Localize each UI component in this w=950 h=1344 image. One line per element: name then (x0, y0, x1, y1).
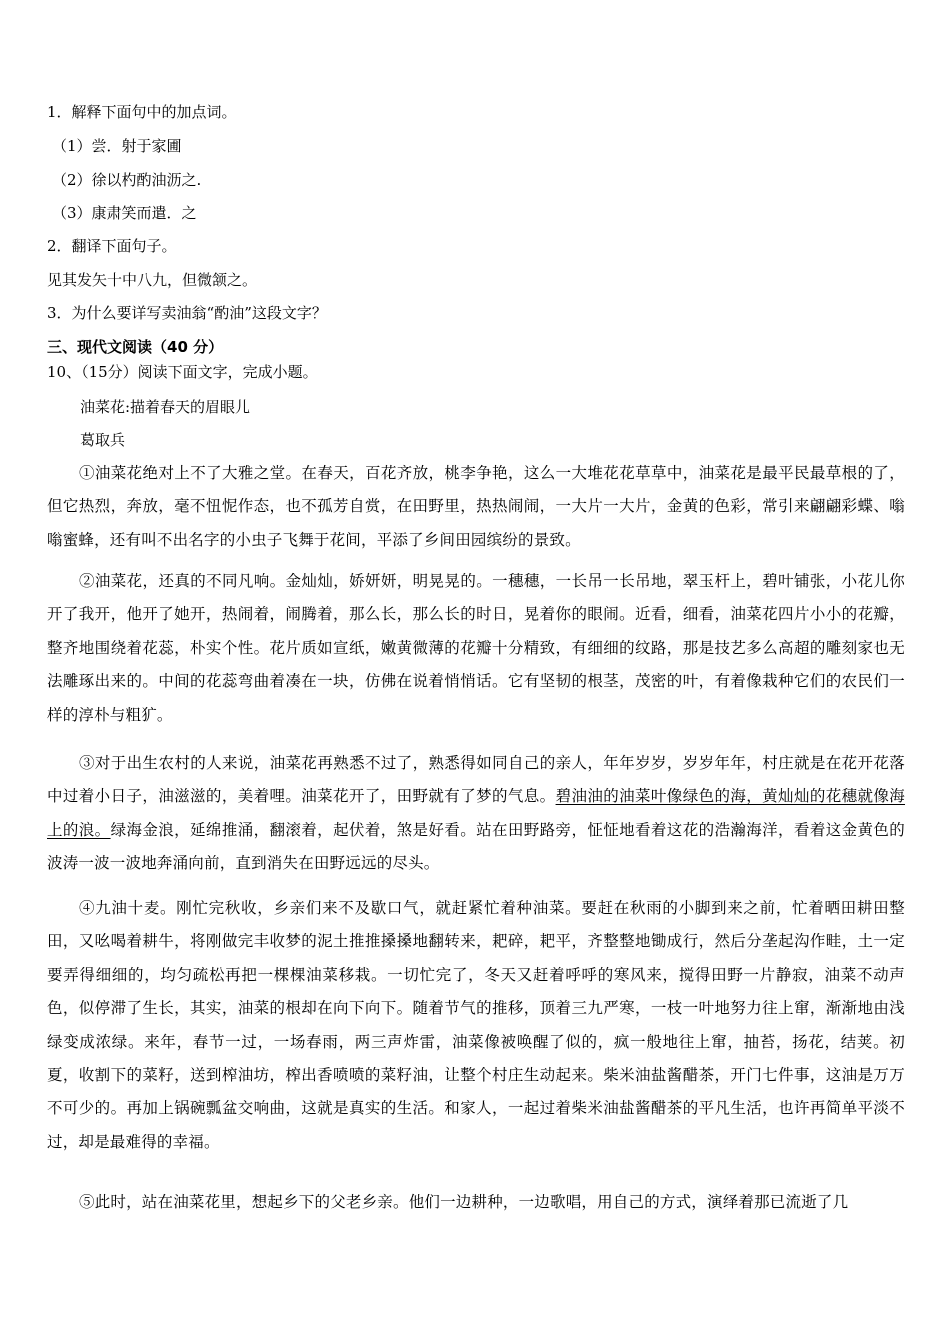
question-1-item-1: （1）尝．射于家圃 (52, 137, 182, 155)
paragraph-2: ②油菜花，还真的不同凡响。金灿灿，娇妍妍，明晃晃的。一穗穗，一长吊一长吊地，翠玉杆上，碧叶铺张，小花儿你开了我开，他开了她开，热闹着，闹腾着，那么长，那么长的时日，晃着你的眼闹。近看，细看，油菜花四片小小的花瓣，整齐地围绕着花蕊，朴实个性。花片质如宣纸，嫩黄微薄的花瓣十分精致，有细细的纹路，那是技艺多么高超的雕刻家也无法雕琢出来的。中间的花蕊弯曲着凑在一块，仿佛在说着悄悄话。它有坚韧的根茎，茂密的叶，有着像栽种它们的农民们一样的淳朴与粗犷。 (47, 572, 905, 724)
question-1-item-2: （2）徐以杓酌油沥之. (52, 171, 202, 189)
paragraph-1: ①油菜花绝对上不了大雅之堂。在春天，百花齐放，桃李争艳，这么一大堆花花草草中，油菜花是最平民最草根的了，但它热烈，奔放，毫不忸怩作态，也不孤芳自赏，在田野里，热热闹闹，一大片一大片，金黄的色彩，常引来翩翩彩蝶、嗡嗡蜜蜂，还有叫不出名字的小虫子飞舞于花间，平添了乡间田园缤纷的景致。 (47, 464, 905, 549)
question-1: 1．解释下面句中的加点词。 (47, 103, 237, 121)
article-title: 油菜花:描着春天的眉眼儿 (80, 398, 251, 416)
question-2: 2．翻译下面句子。 (47, 237, 177, 255)
article-author: 葛取兵 (80, 431, 126, 449)
underlined-sentence: 碧油油的油菜叶像绿色的海，黄灿灿的花穗就像海上的浪。 (47, 787, 906, 839)
paragraph-3-text-b: 绿海金浪，延绵推涌，翻滚着，起伏着，煞是好看。站在田野路旁，怔怔地看着这花的浩瀚海洋，看着这金黄色的波涛一波一波地奔涌向前，直到消失在田野远远的尽头。 (47, 820, 905, 873)
paragraph-3 (47, 747, 905, 881)
question-1-item-3: （3）康肃笑而遣．之 (52, 204, 197, 222)
question-2-sentence: 见其发矢十中八九，但微颔之。 (47, 271, 258, 289)
question-10: 10、（15分）阅读下面文字，完成小题。 (47, 363, 318, 381)
question-3: 3．为什么要详写卖油翁“酌油”这段文字？ (47, 304, 327, 322)
paragraph-5: ⑤此时，站在油菜花里，想起乡下的父老乡亲。他们一边耕种，一边歌唱，用自己的方式，演绎着那已流逝了几 (79, 1193, 849, 1211)
paragraph-4: ④九油十麦。刚忙完秋收，乡亲们来不及歇口气，就赶紧忙着种油菜。要赶在秋雨的小脚到来之前，忙着晒田耕田整田，又吆喝着耕牛，将刚做完丰收梦的泥土推推搡搡地翻转来，耙碎，耙平，齐整整地锄成行，然后分垄起沟作畦，土一定要弄得细细的，均匀疏松再把一棵棵油菜移栽。一切忙完了，冬天又赶着呼呼的寒风来，搅得田野一片静寂，油菜不动声色，似停滞了生长，其实，油菜的根却在向下向下。随着节气的推移，顶着三九严寒，一枝一叶地努力往上窜，渐渐地由浅绿变成浓绿。来年，春节一过，一场春雨，两三声炸雷，油菜像被唤醒了似的，疯一般地往上窜，抽苔，扬花，结荚。初夏，收割下的菜籽，送到榨油坊，榨出香喷喷的菜籽油，让整个村庄生动起来。柴米油盐酱醋茶，开门七件事，这油是万万不可少的。再加上锅碗瓢盆交响曲，这就是真实的生活。和家人，一起过着柴米油盐酱醋茶的平凡生活，也许再简单平淡不过，却是最难得的幸福。 (47, 899, 905, 1151)
paragraph-3-text-a: ③对于出生农村的人来说，油菜花再熟悉不过了，熟悉得如同自己的亲人，年年岁岁，岁岁年年，村庄就是在花开花落中过着小日子，油滋滋的，美着哩。油菜花开了，田野就有了梦的气息。 (47, 754, 905, 806)
section-title: 三、现代文阅读（40 分） (47, 338, 224, 356)
